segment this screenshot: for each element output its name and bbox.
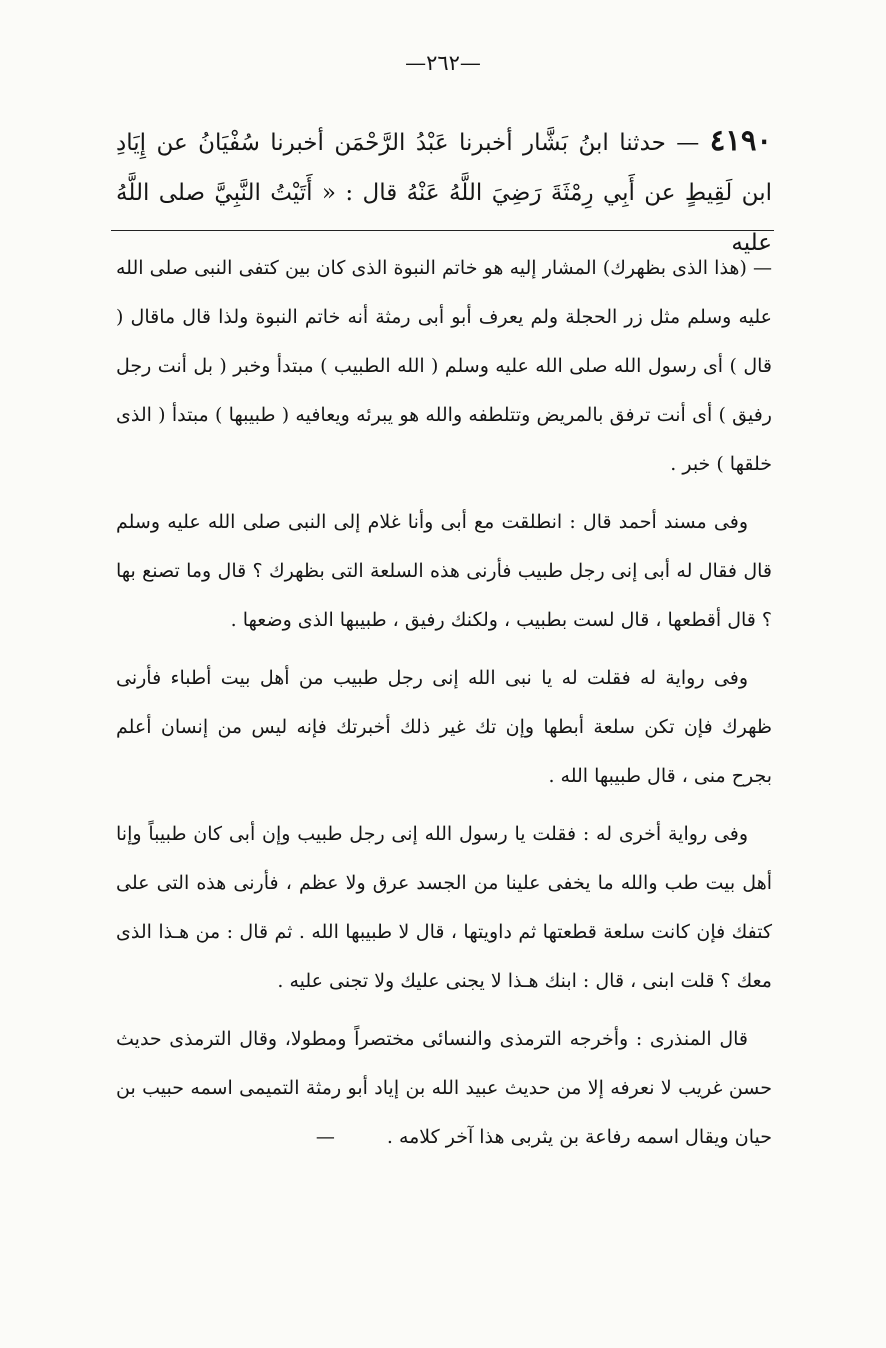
end-mark: —	[315, 1126, 335, 1148]
commentary	[116, 244, 772, 1171]
commentary-paragraph: وفى رواية أخرى له : فقلت يا رسول الله إنى رجل طبيب وإن أبى كان طبيباً وإنا أهل بيت طب والله ما يخفى علينا من الجسد عرق ولا عظم ، فأرنى هذه التى على كتفك فإن كانت سلعة قطعتها ثم داويتها ، قال لا طبيبها الله . ثم قال : من هـذا الذى معك ؟ قلت ابنى ، قال : ابنك هـذا لا يجنى عليك ولا تجنى عليه .	[116, 823, 772, 992]
commentary-paragraph: وفى رواية له فقلت له يا نبى الله إنى رجل طبيب من أهل بيت أطباء فأرنى ظهرك فإن تكن سلعة أبطها وإن تك غير ذلك أخبرتك فإنه ليس من إنسان أعلم بجرح منى ، قال طبيبها الله .	[116, 667, 772, 787]
page-number: —٢٦٢—	[405, 51, 481, 75]
commentary-paragraph	[116, 1015, 772, 1162]
hadith-number: ٤١٩٠	[709, 123, 772, 157]
commentary-final-text: قال المنذرى : وأخرجه الترمذى والنسائى مختصراً ومطولا، وقال الترمذى حديث حسن غريب لا نعرفه إلا من حديث عبيد الله بن إياد أبو رمثة التميمى اسمه حبيب بن حيان ويقال اسمه رفاعة بن يثربى هذا آخر كلامه .	[116, 1028, 772, 1148]
hadith-body: — حدثنا ابنُ بَشَّار أخبرنا عَبْدُ الرَّحْمَن أخبرنا سُفْيَانُ عن إِيَادِ ابن لَقِيطٍ عن أَبِي رِمْثَةَ رَضِيَ اللَّهُ عَنْهُ قال : « أَتَيْتُ النَّبِيَّ صلى اللَّهُ عليه	[116, 130, 772, 256]
commentary-paragraph: — (هذا الذى بظهرك) المشار إليه هو خاتم النبوة الذى كان بين كتفى النبى صلى الله عليه وسلم مثل زر الحجلة ولم يعرف أبو أبى رمثة أنه خاتم النبوة ولذا قال ماقال ( قال ) أى رسول الله صلى الله عليه وسلم ( الله الطبيب ) مبتدأ وخبر ( بل أنت رجل رفيق ) أى أنت ترفق بالمريض وتتلطفه والله هو يبرئه ويعافيه ( طبيبها ) مبتدأ ( الذى خلقها ) خبر .	[116, 257, 772, 475]
commentary-paragraph: وفى مسند أحمد قال : انطلقت مع أبى وأنا غلام إلى النبى صلى الله عليه وسلم قال فقال له أبى إنى رجل طبيب فأرنى هذه السلعة التى بظهرك ؟ قال وما تصنع بها ؟ قال أقطعها ، قال لست بطبيب ، ولكنك رفيق ، طبيبها الذى وضعها .	[116, 511, 772, 631]
footnote-divider	[111, 230, 774, 231]
